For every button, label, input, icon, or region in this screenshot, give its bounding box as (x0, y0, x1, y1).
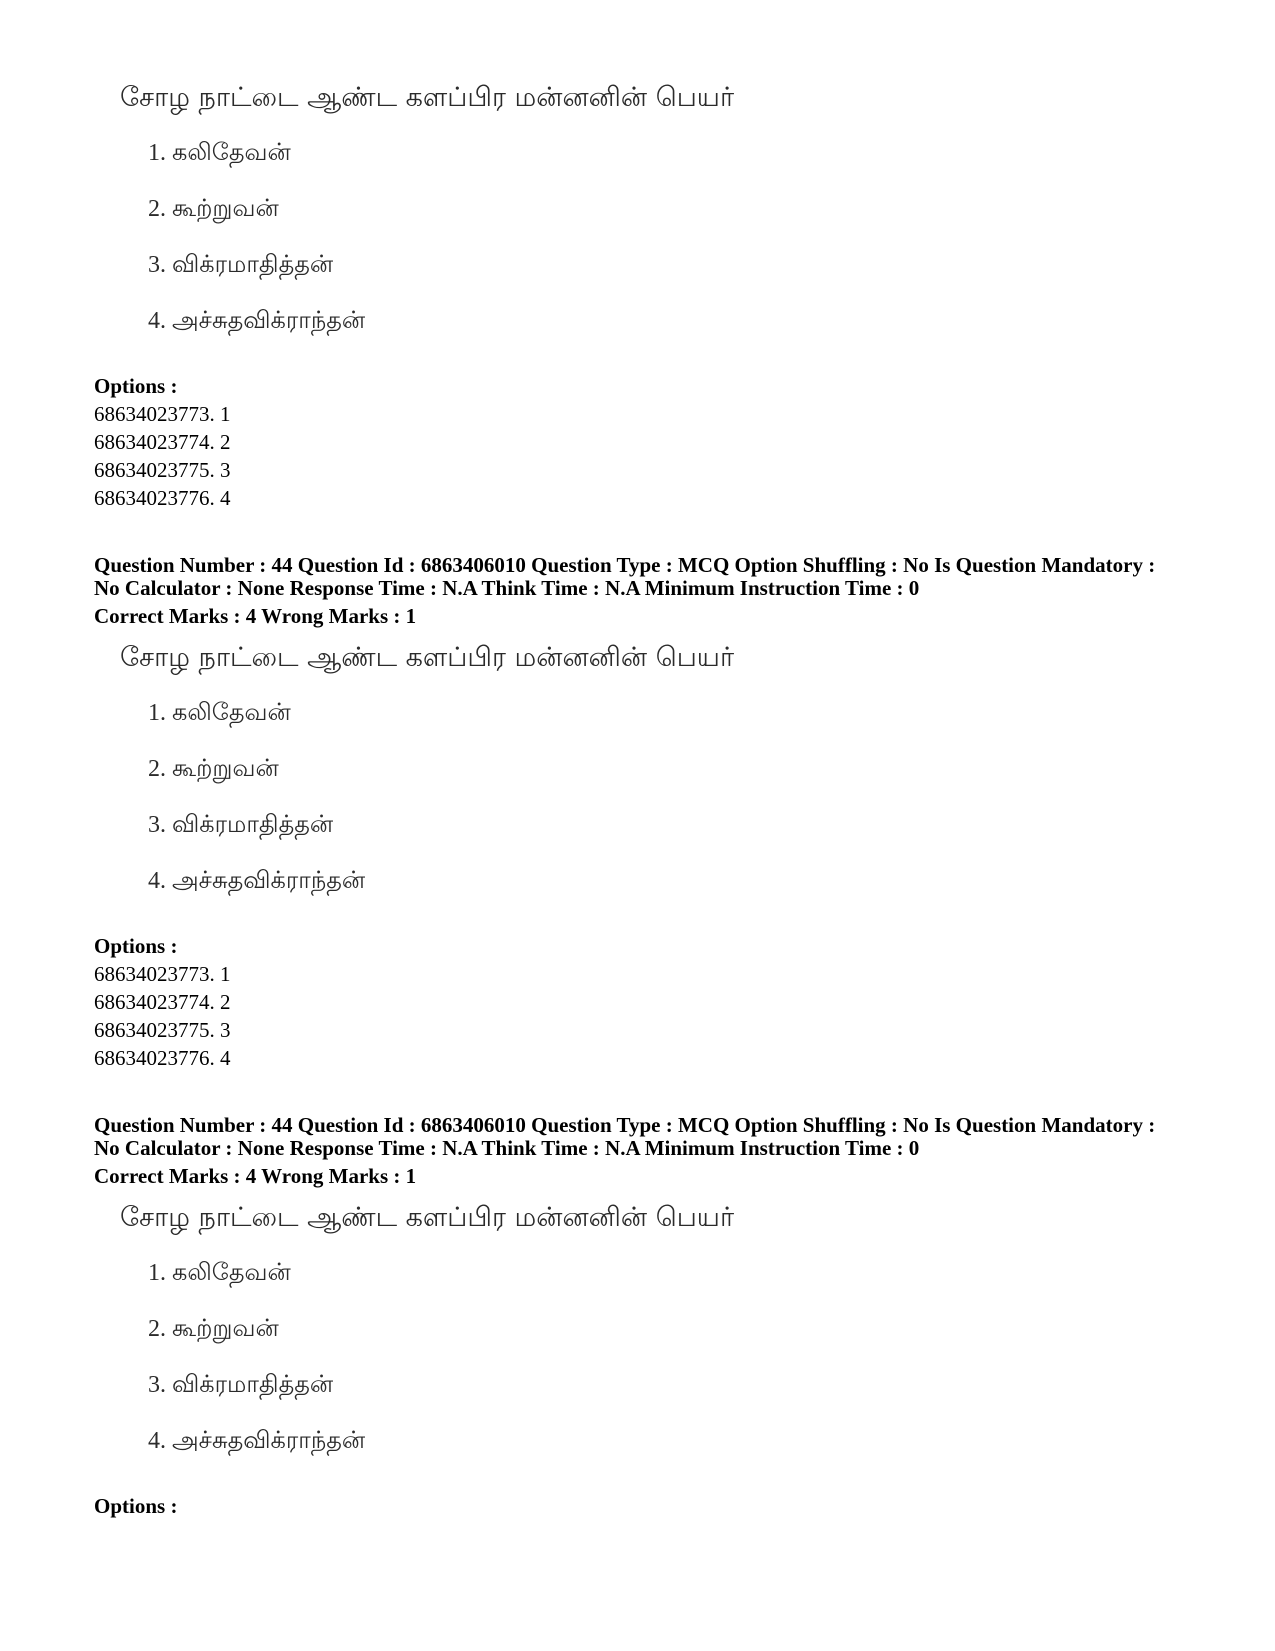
option-line: 68634023776. 4 (94, 486, 231, 510)
choice-text: அச்சுதவிக்ராந்தன் (172, 866, 366, 894)
question-title: சோழ நாட்டை ஆண்ட களப்பிர மன்னனின் பெயர் (120, 1202, 735, 1233)
option-line: 68634023776. 4 (94, 1046, 231, 1070)
options-label: Options : (94, 1494, 178, 1518)
choice-item (148, 1314, 279, 1345)
option-line: 68634023774. 2 (94, 430, 231, 454)
option-line: 68634023774. 2 (94, 990, 231, 1014)
choice-text: விக்ரமாதித்தன் (172, 810, 334, 838)
choice-number: 4. (148, 1428, 166, 1454)
choice-number: 2. (148, 1316, 166, 1342)
choice-text: கலிதேவன் (172, 698, 291, 726)
option-line: 68634023773. 1 (94, 962, 231, 986)
choice-number: 3. (148, 812, 166, 838)
choice-item (148, 1426, 365, 1457)
option-line: 68634023775. 3 (94, 1018, 231, 1042)
choice-number: 3. (148, 1372, 166, 1398)
options-label: Options : (94, 374, 178, 398)
choice-number: 1. (148, 140, 166, 166)
choice-text: விக்ரமாதித்தன் (172, 1370, 334, 1398)
choice-item (148, 754, 279, 785)
choice-text: கூற்றுவன் (172, 1314, 279, 1342)
question-meta-line: Question Number : 44 Question Id : 6863406010 Question Type : MCQ Option Shuffling : No Is Question Mandatory : (94, 553, 1156, 577)
choice-number: 2. (148, 756, 166, 782)
choice-item (148, 810, 333, 841)
choice-item (148, 698, 291, 729)
choice-text: அச்சுதவிக்ராந்தன் (172, 1426, 366, 1454)
choice-item (148, 250, 333, 281)
marks-line: Correct Marks : 4 Wrong Marks : 1 (94, 1164, 417, 1188)
options-label: Options : (94, 934, 178, 958)
choice-item (148, 194, 279, 225)
choice-item (148, 306, 365, 337)
question-meta-line: No Calculator : None Response Time : N.A Think Time : N.A Minimum Instruction Time : 0 (94, 576, 920, 600)
choice-text: விக்ரமாதித்தன் (172, 250, 334, 278)
option-line: 68634023775. 3 (94, 458, 231, 482)
question-title: சோழ நாட்டை ஆண்ட களப்பிர மன்னனின் பெயர் (120, 82, 735, 113)
choice-number: 4. (148, 308, 166, 334)
choice-item (148, 138, 291, 169)
choice-text: கலிதேவன் (172, 138, 291, 166)
option-line: 68634023773. 1 (94, 402, 231, 426)
question-meta-line: Question Number : 44 Question Id : 6863406010 Question Type : MCQ Option Shuffling : No Is Question Mandatory : (94, 1113, 1156, 1137)
marks-line: Correct Marks : 4 Wrong Marks : 1 (94, 604, 417, 628)
choice-text: கூற்றுவன் (172, 754, 279, 782)
choice-item (148, 1370, 333, 1401)
choice-text: அச்சுதவிக்ராந்தன் (172, 306, 366, 334)
choice-number: 3. (148, 252, 166, 278)
choice-text: கலிதேவன் (172, 1258, 291, 1286)
choice-item (148, 1258, 291, 1289)
choice-number: 1. (148, 1260, 166, 1286)
choice-item (148, 866, 365, 897)
question-meta-line: No Calculator : None Response Time : N.A Think Time : N.A Minimum Instruction Time : 0 (94, 1136, 920, 1160)
choice-number: 2. (148, 196, 166, 222)
choice-number: 4. (148, 868, 166, 894)
choice-number: 1. (148, 700, 166, 726)
choice-text: கூற்றுவன் (172, 194, 279, 222)
question-title: சோழ நாட்டை ஆண்ட களப்பிர மன்னனின் பெயர் (120, 642, 735, 673)
